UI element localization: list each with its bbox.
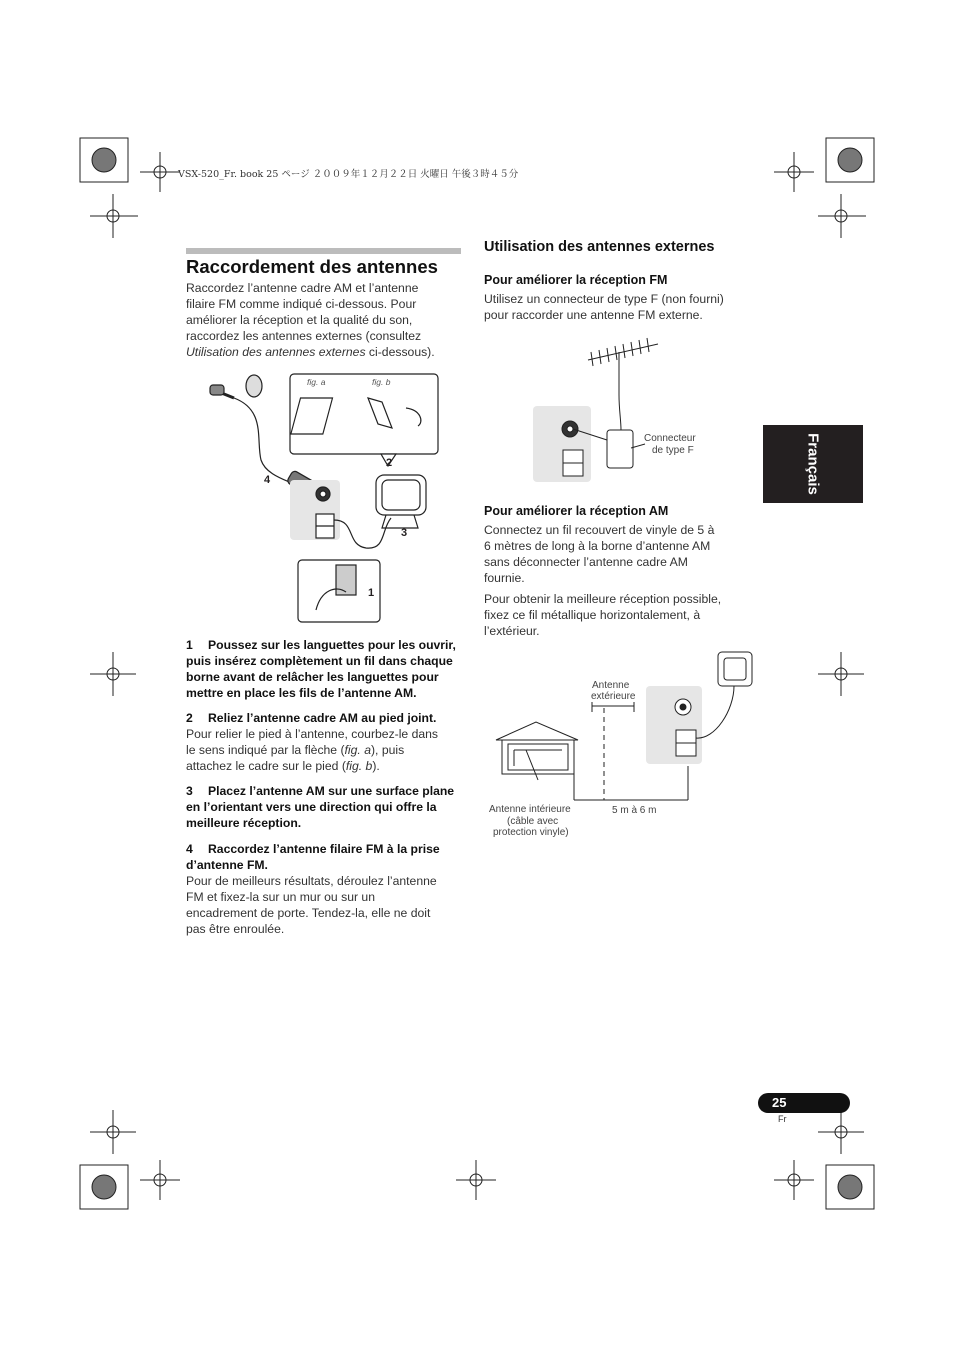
body-text: le sens indiqué par la flèche ( [186, 743, 345, 757]
am-body-2 [484, 591, 754, 639]
callout-4: 4 [264, 474, 271, 486]
step-text: Poussez sur les languettes pour les ouvrir, [208, 638, 456, 652]
step-text: meilleure réception. [186, 816, 302, 830]
am-body-1 [484, 522, 754, 586]
step-text: puis insérez complètement un fil dans chaque [186, 654, 453, 668]
page-number: 25 [772, 1095, 787, 1110]
body-line: pour raccorder une antenne FM externe. [484, 308, 703, 322]
fm-heading: Pour améliorer la réception FM [484, 273, 668, 287]
body-line: Pour obtenir la meilleure réception possible, [484, 592, 722, 606]
page-lang: Fr [778, 1114, 787, 1124]
intro-link-text: Utilisation des antennes externes [186, 345, 366, 359]
step-1 [186, 637, 466, 701]
callout-2: 2 [386, 457, 393, 469]
body-line: FM et fixez-la sur un mur ou sur un [186, 890, 375, 904]
section-title: Utilisation des antennes externes [484, 239, 715, 255]
intro-line: Raccordez l’antenne cadre AM et l’antenne [186, 281, 419, 295]
indoor-antenna-label-3: protection vinyle) [493, 827, 569, 838]
am-heading: Pour améliorer la réception AM [484, 504, 669, 518]
callout-1: 1 [368, 587, 375, 599]
fm-body [484, 291, 754, 323]
indoor-antenna-label-1: Antenne intérieure [489, 804, 571, 815]
language-tab [763, 425, 863, 503]
body-line: l’extérieur. [484, 624, 540, 638]
intro-paragraph [186, 280, 466, 360]
body-line: fournie. [484, 571, 525, 585]
fig-b-label: fig. b [372, 377, 391, 387]
body-text: ), puis [370, 743, 405, 757]
intro-line: améliorer la réception et la qualité du son, [186, 313, 413, 327]
body-line: pas être enroulée. [186, 922, 285, 936]
body-line: Utilisez un connecteur de type F (non fourni) [484, 292, 724, 306]
body-line [186, 758, 466, 774]
indoor-antenna-label-2: (câble avec [507, 816, 559, 827]
step-text: mettre en place les fils de l’antenne AM. [186, 686, 417, 700]
fm-external-antenna-figure [533, 340, 733, 490]
step-number: 2 [186, 711, 193, 725]
outdoor-antenna-label-2: extérieure [591, 691, 636, 702]
step-text: Raccordez l’antenne filaire FM à la prise [208, 842, 440, 856]
body-line: sans déconnecter l’antenne cadre AM [484, 555, 688, 569]
body-text: attachez le cadre sur le pied ( [186, 759, 346, 773]
outdoor-antenna-label-1: Antenne [592, 680, 630, 691]
intro-tail: ci-dessous). [365, 345, 435, 359]
am-fm-connection-figure [186, 370, 466, 630]
body-line: Pour relier le pied à l’antenne, courbez-le dans [186, 727, 439, 741]
body-line: encadrement de porte. Tendez-la, elle ne doit [186, 906, 431, 920]
intro-line: raccordez les antennes externes (consultez [186, 329, 422, 343]
title-rule [186, 248, 461, 254]
step-text: Placez l’antenne AM sur une surface plane [208, 784, 455, 798]
body-line: fixez ce fil métallique horizontalement, à [484, 608, 701, 622]
step-text: en l’orientant vers une direction qui offre la [186, 800, 437, 814]
body-line: Pour de meilleurs résultats, déroulez l’antenne [186, 874, 437, 888]
body-line [186, 742, 466, 758]
step-text: d’antenne FM. [186, 858, 268, 872]
callout-3: 3 [401, 527, 408, 539]
wire-length-label: 5 m à 6 m [612, 805, 657, 816]
step-number: 1 [186, 638, 193, 652]
step-2 [186, 710, 466, 726]
page-number-badge [758, 1093, 850, 1113]
fig-ref: fig. b [345, 759, 373, 773]
body-text: ). [372, 759, 380, 773]
language-tab-label: Français [804, 433, 822, 495]
step-text: Reliez l’antenne cadre AM au pied joint. [208, 711, 437, 725]
book-info-header: VSX-520_Fr. book 25 ページ ２００９年１２月２２日 火曜日 午後３時４５分 [178, 169, 519, 180]
fig-ref: fig. a [344, 743, 371, 757]
step-number: 4 [186, 842, 193, 856]
step-4 [186, 841, 466, 873]
step-3 [186, 783, 466, 831]
intro-line [186, 344, 466, 360]
body-line: 6 mètres de long à la borne d’antenne AM [484, 539, 711, 553]
step-2-body [186, 726, 466, 774]
f-connector-label-1: Connecteur [644, 433, 696, 444]
page-title: Raccordement des antennes [186, 256, 438, 277]
step-number: 3 [186, 784, 193, 798]
step-4-body [186, 873, 466, 937]
intro-line: filaire FM comme indiqué ci-dessous. Pour [186, 297, 417, 311]
step-text: borne avant de relâcher les languettes pour [186, 670, 439, 684]
fig-a-label: fig. a [307, 377, 326, 387]
am-external-antenna-figure [490, 650, 760, 810]
body-line: Connectez un fil recouvert de vinyle de 5 à [484, 523, 715, 537]
f-connector-label-2: de type F [652, 445, 694, 456]
